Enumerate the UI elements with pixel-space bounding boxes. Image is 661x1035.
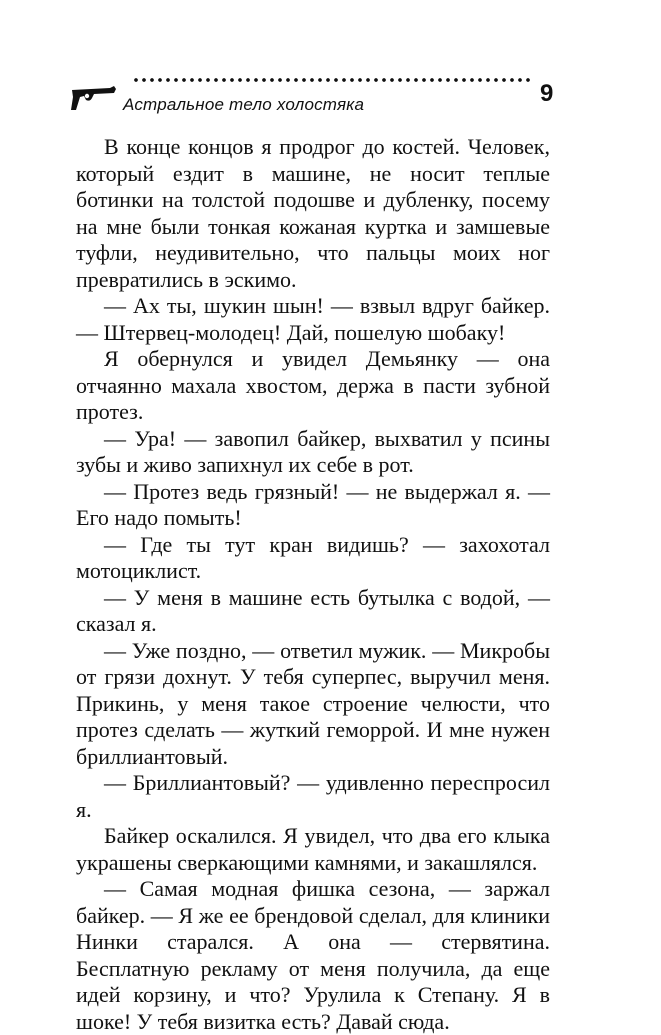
paragraph: — Протез ведь грязный! — не выдержал я. — Его надо помыть! xyxy=(76,478,550,530)
running-header xyxy=(70,76,570,126)
paragraph: Я обернулся и увидел Демьянку — она отчаянно махала хвостом, держа в пасти зубной протез. xyxy=(76,346,550,424)
paragraph: — Ура! — завопил байкер, выхватил у псины зубы и живо запихнул их себе в рот. xyxy=(76,425,550,477)
paragraph: — Самая модная фишка сезона, — заржал байкер. — Я же ее брендовой сделал, для клиники Нинки старался. А она — стервятина. Бесплатную рекламу от меня получила, да еще идей корзину, и что? Урулила к Степану. Я в шоке! У тебя визитка есть? Давай сюда. xyxy=(76,876,550,1034)
revolver-icon xyxy=(70,84,118,112)
paragraph: — Ах ты, шукин шын! — взвыл вдруг байкер. — Штервец-молодец! Дай, пошелую шобаку! xyxy=(76,293,550,345)
body-text xyxy=(76,134,550,1035)
paragraph: Байкер оскалился. Я увидел, что два его клыка украшены сверкающими камнями, и закашлялся. xyxy=(76,823,550,875)
dotted-rule xyxy=(132,76,534,84)
paragraph: — Где ты тут кран видишь? — захохотал мотоциклист. xyxy=(76,531,550,583)
paragraph: — У меня в машине есть бутылка с водой, — сказал я. xyxy=(76,584,550,636)
paragraph: — Уже поздно, — ответил мужик. — Микробы от грязи дохнут. У тебя суперпес, выручил меня. Прикинь, у меня такое строение челюсти, что протез сделать — жуткий геморрой. И мне нужен бриллиантовый. xyxy=(76,637,550,769)
running-title: Астральное тело холостяка xyxy=(123,95,365,114)
paragraph: В конце концов я продрог до костей. Человек, который ездит в машине, не носит теплые ботинки на толстой подошве и дубленку, посему на мне были тонкая кожаная куртка и замшевые туфли, неудивительно, что пальцы моих ног превратились в эскимо. xyxy=(76,134,550,292)
page-number: 9 xyxy=(540,80,554,107)
paragraph: — Бриллиантовый? — удивленно переспросил я. xyxy=(76,770,550,822)
